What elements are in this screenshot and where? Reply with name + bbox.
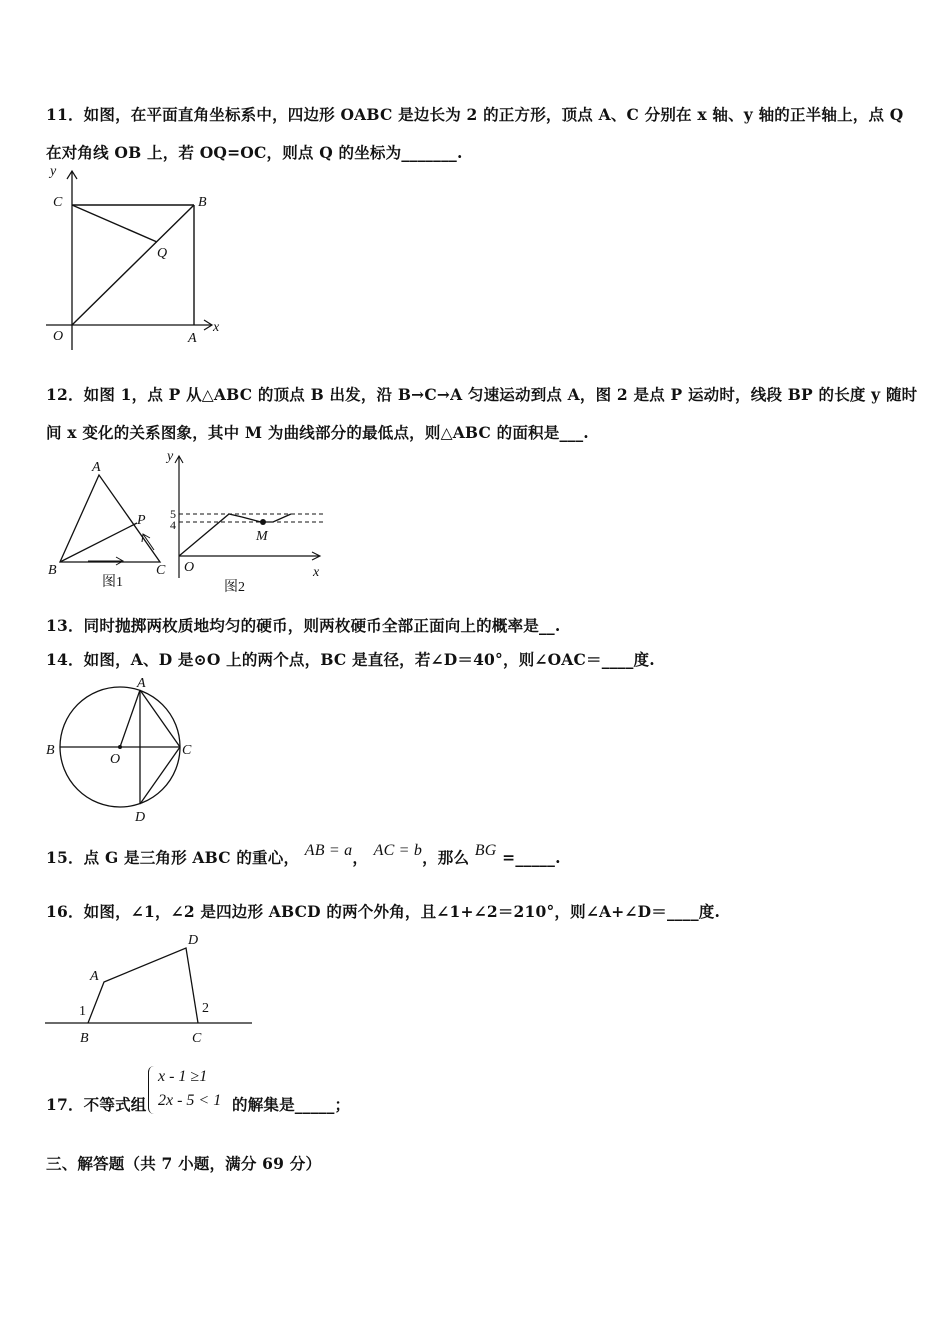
- segment-ao: [120, 690, 140, 747]
- diagonal-ob: [72, 205, 194, 325]
- q11-line2: 在对角线 OB 上，若 OQ=OC，则点 Q 的坐标为_______.: [46, 143, 463, 162]
- inequality-2: 2x - 5 < 1: [158, 1092, 222, 1109]
- label-x: x: [313, 565, 320, 580]
- q15-row: [46, 842, 561, 868]
- label-angle-2: 2: [202, 1001, 209, 1016]
- q15-sep: ，: [352, 848, 369, 867]
- label-y: y: [50, 164, 57, 179]
- q14-figure: [40, 673, 200, 823]
- label-a: A: [137, 676, 146, 691]
- label-c: C: [156, 563, 166, 578]
- q16-text: 16．如图，∠1，∠2 是四边形 ABCD 的两个外角，且∠1+∠2＝210°，则∠A+∠D＝____度.: [46, 902, 721, 921]
- segment-cq: [72, 205, 157, 242]
- label-a: A: [92, 460, 101, 475]
- label-p: P: [137, 513, 146, 528]
- q15-mid: ，那么: [422, 848, 470, 867]
- quadrilateral-abcd: [88, 948, 198, 1023]
- q15-vec-bg: BG: [474, 842, 497, 859]
- q17-prefix: 17．不等式组: [46, 1095, 147, 1114]
- label-a: A: [188, 331, 197, 346]
- label-angle-1: 1: [79, 1004, 86, 1019]
- inequality-system: [148, 1065, 221, 1113]
- q13-text: 13．同时抛掷两枚质地均匀的硬币，则两枚硬币全部正面向上的概率是__.: [46, 616, 561, 635]
- tick-5: 5: [170, 507, 176, 521]
- segment-ac: [140, 690, 180, 747]
- q15-eq-ac: AC = b: [373, 842, 423, 859]
- graph-curve: [179, 514, 291, 556]
- label-x: x: [213, 320, 220, 335]
- section3-title: 三、解答题（共 7 小题，满分 69 分）: [46, 1154, 322, 1173]
- figure2-caption: 图2: [224, 580, 245, 595]
- q16-figure: [40, 926, 260, 1051]
- tick-4: 4: [170, 518, 176, 532]
- label-m: M: [256, 529, 268, 544]
- segment-dc: [140, 747, 180, 804]
- label-a: A: [90, 969, 99, 984]
- q12-figure2: [165, 450, 335, 600]
- label-b: B: [46, 743, 55, 758]
- label-y: y: [167, 449, 174, 464]
- point-m: [260, 519, 266, 525]
- q15-suffix: =_____.: [502, 848, 561, 867]
- label-q: Q: [157, 246, 168, 261]
- q12-line1: 12．如图 1，点 P 从△ABC 的顶点 B 出发，沿 B→C→A 匀速运动到点 A，图 2 是点 P 运动时，线段 BP 的长度 y 随时: [46, 385, 918, 404]
- figure1-caption: 图1: [102, 575, 123, 590]
- label-c: C: [192, 1031, 202, 1046]
- label-d: D: [135, 810, 146, 825]
- inequality-1: x - 1 ≥1: [158, 1068, 208, 1085]
- label-b: B: [80, 1031, 89, 1046]
- label-d: D: [188, 933, 199, 948]
- label-o: O: [110, 752, 121, 767]
- q12-line2: 间 x 变化的关系图象，其中 M 为曲线部分的最低点，则△ABC 的面积是___.: [46, 423, 589, 442]
- q15-eq-ab: AB = a: [304, 842, 353, 859]
- center-point: [118, 745, 122, 749]
- segment-bp: [60, 523, 137, 562]
- label-c: C: [53, 195, 63, 210]
- q17-suffix: 的解集是_____；: [232, 1095, 351, 1114]
- label-o: O: [53, 329, 64, 344]
- label-b: B: [48, 563, 57, 578]
- q14-text: 14．如图，A、D 是⊙O 上的两个点，BC 是直径，若∠D＝40°，则∠OAC＝____度.: [46, 650, 655, 669]
- q12-figure1: [40, 450, 165, 595]
- motion-arrow-ca: [143, 534, 154, 550]
- q11-line1: 11．如图，在平面直角坐标系中，四边形 OABC 是边长为 2 的正方形，顶点 A、C 分别在 x 轴、y 轴的正半轴上，点 Q: [46, 105, 904, 124]
- label-o: O: [184, 560, 195, 575]
- q11-figure: [40, 165, 230, 355]
- label-c: C: [182, 743, 192, 758]
- label-b: B: [198, 195, 207, 210]
- q15-prefix: 15．点 G 是三角形 ABC 的重心，: [46, 848, 300, 867]
